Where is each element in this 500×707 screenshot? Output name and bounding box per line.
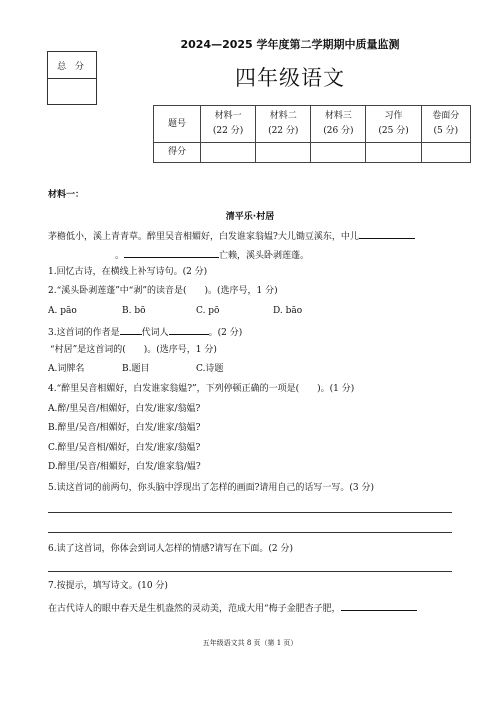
subject-title: 四年级语文	[235, 66, 345, 90]
score-cell-5[interactable]	[421, 143, 470, 163]
score-table-score-label: 得分	[154, 143, 201, 163]
score-table-col-4: 习作 (25 分)	[366, 106, 421, 143]
q3-blank-author[interactable]	[169, 324, 209, 335]
score-cell-2[interactable]	[256, 143, 311, 163]
question-7-line: 在古代诗人的眼中春天是生机盎然的灵动美，范成大用“梅子金肥杏子肥，	[48, 600, 417, 616]
q2-option-c[interactable]: C. pō	[196, 306, 220, 316]
q3-option-b[interactable]: B.题目	[122, 364, 150, 374]
question-6: 6.读了这首词，你体会到词人怎样的情感?请写在下面。(2 分)	[48, 544, 294, 554]
question-3: 3.这首词的作者是 代词人 。(2 分)	[48, 324, 242, 340]
score-table	[153, 105, 471, 163]
question-4: 4.“醉里吴音相媚好，白发谁家翁媪?”，下列停顿正确的一项是( )。(1 分)	[48, 384, 355, 394]
page-footer: 五年级语文共 8 页（第 1 页）	[202, 639, 298, 647]
q3-option-c[interactable]: C.诗题	[196, 364, 224, 374]
score-table-col-5: 卷面分 (5 分)	[421, 106, 470, 143]
score-table-col-2: 材料二 (22 分)	[256, 106, 311, 143]
q4-option-d[interactable]: D.醉里/吴音/相媚好，白发/谁家翁/媪?	[48, 462, 201, 472]
q4-option-b[interactable]: B.醉里/吴音/相媚好，白发/谁家/翁媪?	[48, 423, 201, 433]
score-table-col-3: 材料三 (26 分)	[311, 106, 366, 143]
score-table-col-1: 材料一 (22 分)	[201, 106, 256, 143]
question-2: 2.“溪头卧剥莲蓬”中“剥”的读音是( )。(选序号，1 分)	[48, 286, 278, 296]
poem-line-2: 。 亡赖，溪头卧剥莲蓬。	[115, 247, 309, 263]
score-cell-1[interactable]	[201, 143, 256, 163]
q5-answer-line-1[interactable]	[48, 512, 452, 513]
question-1: 1.回忆古诗，在横线上补写诗句。(2 分)	[48, 267, 208, 277]
score-cell-4[interactable]	[366, 143, 421, 163]
score-table-header-label: 题号	[154, 106, 201, 143]
q2-option-d[interactable]: D. bāo	[273, 306, 303, 316]
total-score-box	[47, 51, 97, 105]
question-7: 7.按提示，填写诗文。(10 分)	[48, 581, 168, 591]
total-score-label: 总 分	[48, 52, 96, 79]
q2-option-a[interactable]: A. pāo	[48, 306, 77, 316]
total-score-field[interactable]	[48, 79, 96, 105]
q7-blank-1[interactable]	[341, 600, 417, 611]
q5-answer-line-2[interactable]	[48, 532, 452, 533]
q3-blank-dynasty[interactable]	[120, 324, 142, 335]
q2-option-b[interactable]: B. bō	[122, 306, 146, 316]
poem-line-1: 茅檐低小，溪上青青草。醉里吴音相媚好，白发谁家翁媪?大儿锄豆溪东，中儿	[48, 228, 415, 244]
section-label: 材料一：	[48, 190, 85, 200]
q4-option-c[interactable]: C.醉里/吴音相/媚好，白发/谁家/翁媪?	[48, 443, 201, 453]
q4-option-a[interactable]: A.醉/里吴音/相媚好，白发/谁家/翁媪?	[48, 404, 201, 414]
poem-title: 清平乐·村居	[225, 212, 275, 222]
q6-answer-line[interactable]	[48, 571, 452, 572]
poem-blank-2[interactable]	[124, 247, 219, 258]
question-3-sub: “村居”是这首词的( )。(选序号，1 分)	[50, 345, 217, 355]
question-5: 5.读这首词的前两句，你头脑中浮现出了怎样的画面?请用自己的话写一写。(3 分)	[48, 483, 375, 493]
poem-blank-1[interactable]	[359, 228, 415, 239]
score-cell-3[interactable]	[311, 143, 366, 163]
exam-title: 2024—2025 学年度第二学期期中质量监测	[180, 38, 400, 51]
q3-option-a[interactable]: A.词牌名	[48, 364, 85, 374]
